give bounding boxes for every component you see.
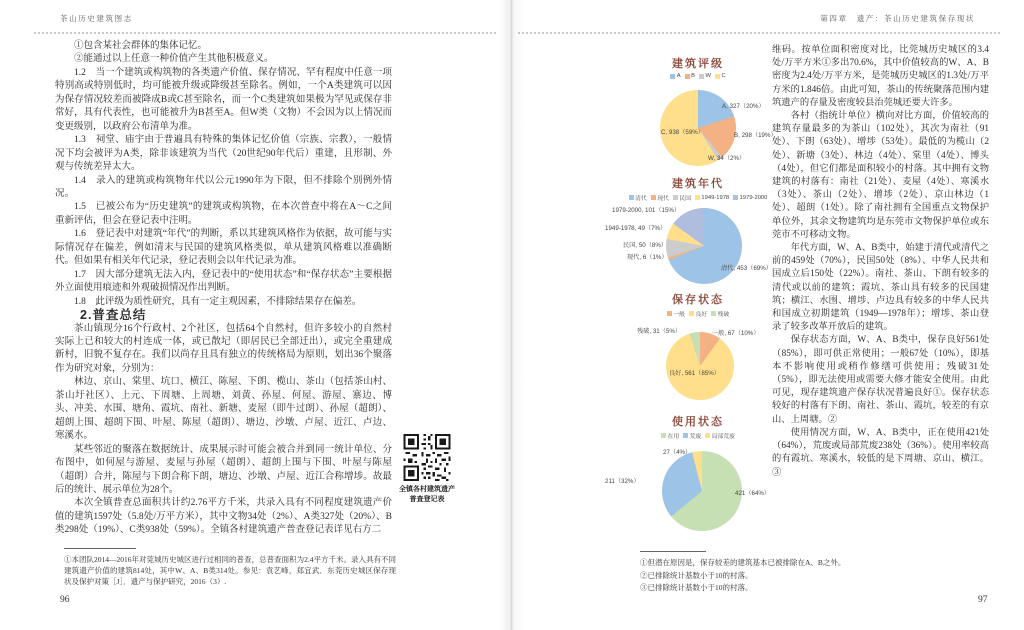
- pie-usage: [662, 451, 742, 531]
- legend-item: [673, 193, 691, 202]
- paragraph: 1.8 此评级为质性研究，具有一定主观因素，不排除结果存在偏差。: [74, 296, 362, 307]
- legend-swatch: [715, 74, 720, 79]
- paragraph: 1.7 因大部分建筑无法入内，登记表中的“使用状态”和“保存状态”主要根据外立面使用痕迹和外观破损情况作出判断。: [55, 269, 392, 294]
- legend-swatch: [651, 195, 656, 200]
- paragraph: 保存状态方面，W、A、B类中，保存良好561处（85%），即可供正常使用；一般67处（10%），即基本不影响使用或稍作修缮可供使用；残破31处（5%），即无法使用或需要大修才能安全使用。由此可见，现存建筑遗产保存状况普遍良好①。保存状态较好的村落有下朗、南社、茶山、霞坑，较差的有京山、上周塘。②: [772, 335, 989, 425]
- qr-caption: 全镇各村建筑遗产 普查登记表: [399, 486, 455, 503]
- legend-item: [667, 309, 685, 318]
- chart-title-preservation: 保存状态: [672, 294, 724, 306]
- legend-label: C: [721, 73, 726, 79]
- paragraph: ②能通过以上任意一种价值产生其他积极意义。: [74, 54, 274, 65]
- legend-label: 1979-2000: [739, 194, 768, 201]
- page-gutter-line: [511, 0, 512, 630]
- page-number-left: 96: [60, 595, 70, 605]
- legend-swatch: [705, 433, 710, 438]
- legend-label: 在用: [667, 434, 680, 440]
- paragraph: 年代方面，W、A、B类中，始建于清代或清代之前的459处（70%），民国50处（8%）、中华人民共和国成立后150处（22%）。南社、茶山、下朗有较多的清代或以前的建筑；霞坑、茶山具有较多的民国建筑；横江、水围、增埗、卢边具有较多的中华人民共和国成立初期建筑（1949—1978年）；增埗、茶山登录了较多改革开放后的建筑。: [772, 243, 989, 333]
- legend-label: 良好: [695, 312, 708, 318]
- slice-label: 民国, 50（8%）: [623, 242, 668, 249]
- legend-swatch: [661, 433, 666, 438]
- paragraph: 林边、京山、棠里、坑口、横江、陈屋、下朗、榄山、茶山（包括茶山村、茶山圩社区）、上元、下周塘、上周塘、刘黄、孙屋、何屋、游屋、寨边、博头、冲美、水围、塘角、霞坑、南社、新塘、麦屋（即牛过朗）、孙屋（超朗）、超朗上围、超朗下围、叶屋、陈屋（超朗）、塘边、沙墩、卢屋、近江、卢边、寒溪水。: [55, 377, 392, 442]
- paragraph: 1.2 当一个建筑或构筑物的各类遗产价值、保存情况、罕有程度中任意一项特别高或特别低时，均可能被升级或降级甚至除名。例如，一个A类建筑可以因为保存情况较差而被降成B或C甚至除名，而一个C类建筑如果极为罕见或保存非常好，具有代表性，也可能被升为B甚至A。但W类（文物）不会因为以上情况而变更级别，以政府公布清单为准。: [55, 67, 392, 132]
- legend-label: 民国: [679, 196, 691, 202]
- legend-label: 荒废: [689, 434, 702, 440]
- slice-label: 现代, 6（1%）: [627, 254, 668, 261]
- slice-label: 良好, 561（85%）: [669, 370, 720, 377]
- footnote-rule-left: [64, 548, 136, 549]
- slice-label: 1949-1978, 49（7%）: [605, 225, 667, 232]
- paragraph: ①包含某社会群体的集体记忆。: [74, 41, 208, 51]
- legend-item: [670, 73, 680, 79]
- legend-item: [683, 431, 701, 440]
- chart-title-building-era: 建筑年代: [672, 178, 724, 190]
- chart-legend-building-era: [600, 193, 796, 202]
- legend-item: [711, 309, 729, 318]
- footnote: ②已排除统计基数小于10的村落。: [640, 570, 753, 580]
- legend-item: [699, 73, 711, 79]
- slice-label: 27（4%）: [663, 449, 692, 456]
- chart-legend-usage: [600, 431, 796, 440]
- footnotes-right: [640, 557, 920, 595]
- paragraph: 1.3 祠堂、庙宇由于普遍具有特殊的集体记忆价值（宗族、宗教），一般情况下均会被评为A类，除非该建筑为当代（20世纪90年代后）重建，且形制、外观与传统差异太大。: [55, 135, 392, 173]
- legend-label: 1949-1978: [701, 194, 730, 201]
- header-rule-right: [518, 32, 1000, 34]
- legend-label: W: [705, 73, 712, 79]
- legend-label: 局部荒废: [711, 434, 735, 440]
- legend-swatch: [689, 311, 694, 316]
- slice-label: W, 34（2%）: [708, 155, 746, 162]
- legend-swatch: [711, 311, 716, 316]
- legend-item: [733, 195, 767, 201]
- paragraph: 某些邻近的聚落在数据统计、成果展示时可能会被合并到同一统计单位、分布图中，如何屋与游屋、麦屋与孙屋（超朗）、超朗上围与下围、叶屋与陈屋（超朗）合并，陈屋与下朗合称下朗，塘边、沙墩、卢屋、近江合称增埗。故最后的统计、展示单位为28个。: [55, 444, 392, 495]
- paragraph: 1.4 录入的建筑或构筑物年代以公元1990年为下限，但不排除个别例外情况。: [55, 175, 392, 199]
- legend-swatch: [673, 195, 678, 200]
- chart-legend-building-rating: [600, 73, 796, 79]
- legend-swatch: [667, 311, 672, 316]
- chart-title-usage: 使用状态: [672, 416, 724, 428]
- legend-swatch: [683, 433, 688, 438]
- legend-label: 残破: [717, 312, 730, 318]
- paragraph: 本次全镇普查总面积共计约2.76平方千米，共录入具有不同程度建筑遗产价值的建筑1597处（5.8处/万平方米），其中文物34处（2%）、A类327处（20%）、B类298处（19%）、C类938处（59%）。全镇各村建筑遗产普查登记表详见右方二: [55, 498, 392, 536]
- chart-title-building-rating: 建筑评级: [672, 58, 724, 70]
- slice-label: 一般, 67（10%）: [712, 330, 760, 337]
- footnote-rule-right: [640, 551, 706, 552]
- legend-item: [629, 193, 647, 202]
- footnote-left: ①本团队2014—2016年对莞城历史城区进行过相同的普查，总普查面积为2.4平方千米。录入具有不同建筑遗产价值的建筑814处，其中W、A、B类314处。参见：袁艺峰，郑宜武．东莞历史城区保存现状及保护对策［J］．遗产与保护研究，2016（3）.: [64, 555, 396, 587]
- legend-swatch: [699, 74, 704, 79]
- paragraph: 各村（指统计单位）横向对比方面，价值较高的建筑存量最多的为茶山（102处），其次为南社（91处）、下朗（63处）、增埗（53处）。最低的为榄山（2处）、新塘（3处）、林边（4处）、棠里（4处）、博头（4处），但它们都是面积较小的村落。其中拥有文物建筑的村落有：南社（21处）、麦屋（4处）、寒溪水（3处）、茶山（2处）、增埗（2处）、京山林边（1处）、超朗（1处）。除了南社拥有全国重点文物保护单位外，其余文物建筑均是东莞市文物保护单位或东莞市不可移动文物。: [772, 111, 989, 240]
- right-page-text-column: [772, 44, 989, 480]
- legend-label: 清代: [635, 196, 647, 202]
- paragraph: 1.5 已被公布为“历史建筑”的建筑或构筑物，在本次普查中将在A～C之间重新评估，但会在登记表中注明。: [55, 202, 392, 226]
- slice-label: C, 938（59%）: [661, 129, 704, 136]
- legend-swatch: [685, 74, 690, 79]
- legend-item: [661, 431, 679, 440]
- slice-label: 421（64%）: [735, 490, 771, 497]
- qr-code: [402, 434, 452, 481]
- legend-label: A: [676, 73, 681, 79]
- slice-label: 清代, 453（69%）: [721, 265, 772, 272]
- running-header-right: 第四章 遗产：茶山历史建筑保存现状: [820, 14, 975, 23]
- legend-item: [695, 195, 729, 201]
- paragraph: 使用情况方面，W、A、B类中，正在使用421处（64%），荒废或局部荒废238处（36%）。使用率较高的有霞坑、寒溪水，较低的是下周塘、京山、横江。③: [772, 427, 989, 478]
- footnote: ③已排除统计基数小于10的村落。: [640, 583, 753, 593]
- pie-building-era: [666, 208, 742, 284]
- qr-block: [398, 434, 456, 504]
- left-page-text-column: [55, 40, 392, 538]
- legend-item: [651, 193, 669, 202]
- paragraph: 维码。按单位面积密度对比，比莞城历史城区的3.4处/万平方米①多出70.6%，其中价值较高的W、A、B密度为2.4处/万平方米，是莞城历史城区的1.3处/万平方米的1.846倍。由此可知，茶山的传统聚落范围内建筑遗产的存量及密度较县治莞城还要大许多。: [772, 45, 989, 108]
- slice-label: B, 298（19%）: [734, 132, 777, 139]
- legend-item: [715, 73, 726, 79]
- legend-label: B: [691, 73, 696, 79]
- footnote: ①但潜在原因是，保存较差的建筑基本已被排除在A、B之外。: [640, 558, 846, 567]
- legend-label: 现代: [657, 196, 669, 202]
- header-rule-left: [34, 32, 496, 34]
- legend-swatch: [695, 195, 700, 200]
- section-heading: 2.普查总结: [80, 308, 147, 323]
- slice-label: 残破, 31（5%）: [637, 328, 682, 335]
- legend-swatch: [670, 74, 675, 79]
- pie-preservation: [666, 332, 734, 400]
- slice-label: 211（32%）: [605, 478, 640, 485]
- legend-item: [705, 431, 735, 440]
- legend-swatch: [733, 195, 738, 200]
- paragraph: 1.6 登记表中对建筑“年代”的判断，系以其建筑风格作为依据，故可能与实际情况存在偏差，例如清末与民国的建筑风格类似，单从建筑风格难以准确断代。但如果有相关年代记录，登记表则会以年代记录为准。: [55, 229, 392, 267]
- page-number-right: 97: [978, 595, 988, 605]
- slice-label: 1979-2000, 101（15%）: [612, 207, 681, 214]
- legend-item: [689, 309, 707, 318]
- legend-swatch: [629, 195, 634, 200]
- running-header-left: 茶山历史建筑图志: [60, 14, 133, 23]
- legend-item: [685, 73, 695, 79]
- paragraph: 茶山镇现分16个行政村、2个社区，包括64个自然村，但许多较小的自然村实际上已和较大的村连成一体，或已散圮（即居民已全部迁出），或完全重建成新村，旧貌不复存在。我们以尚存且具有独立的传统格局为原则，划出36个聚落作为研究对象，分别为：: [55, 323, 392, 374]
- chart-legend-preservation: [600, 309, 796, 318]
- slice-label: A, 327（20%）: [722, 103, 765, 110]
- page-gutter: [499, 0, 525, 630]
- legend-label: 一般: [673, 312, 685, 318]
